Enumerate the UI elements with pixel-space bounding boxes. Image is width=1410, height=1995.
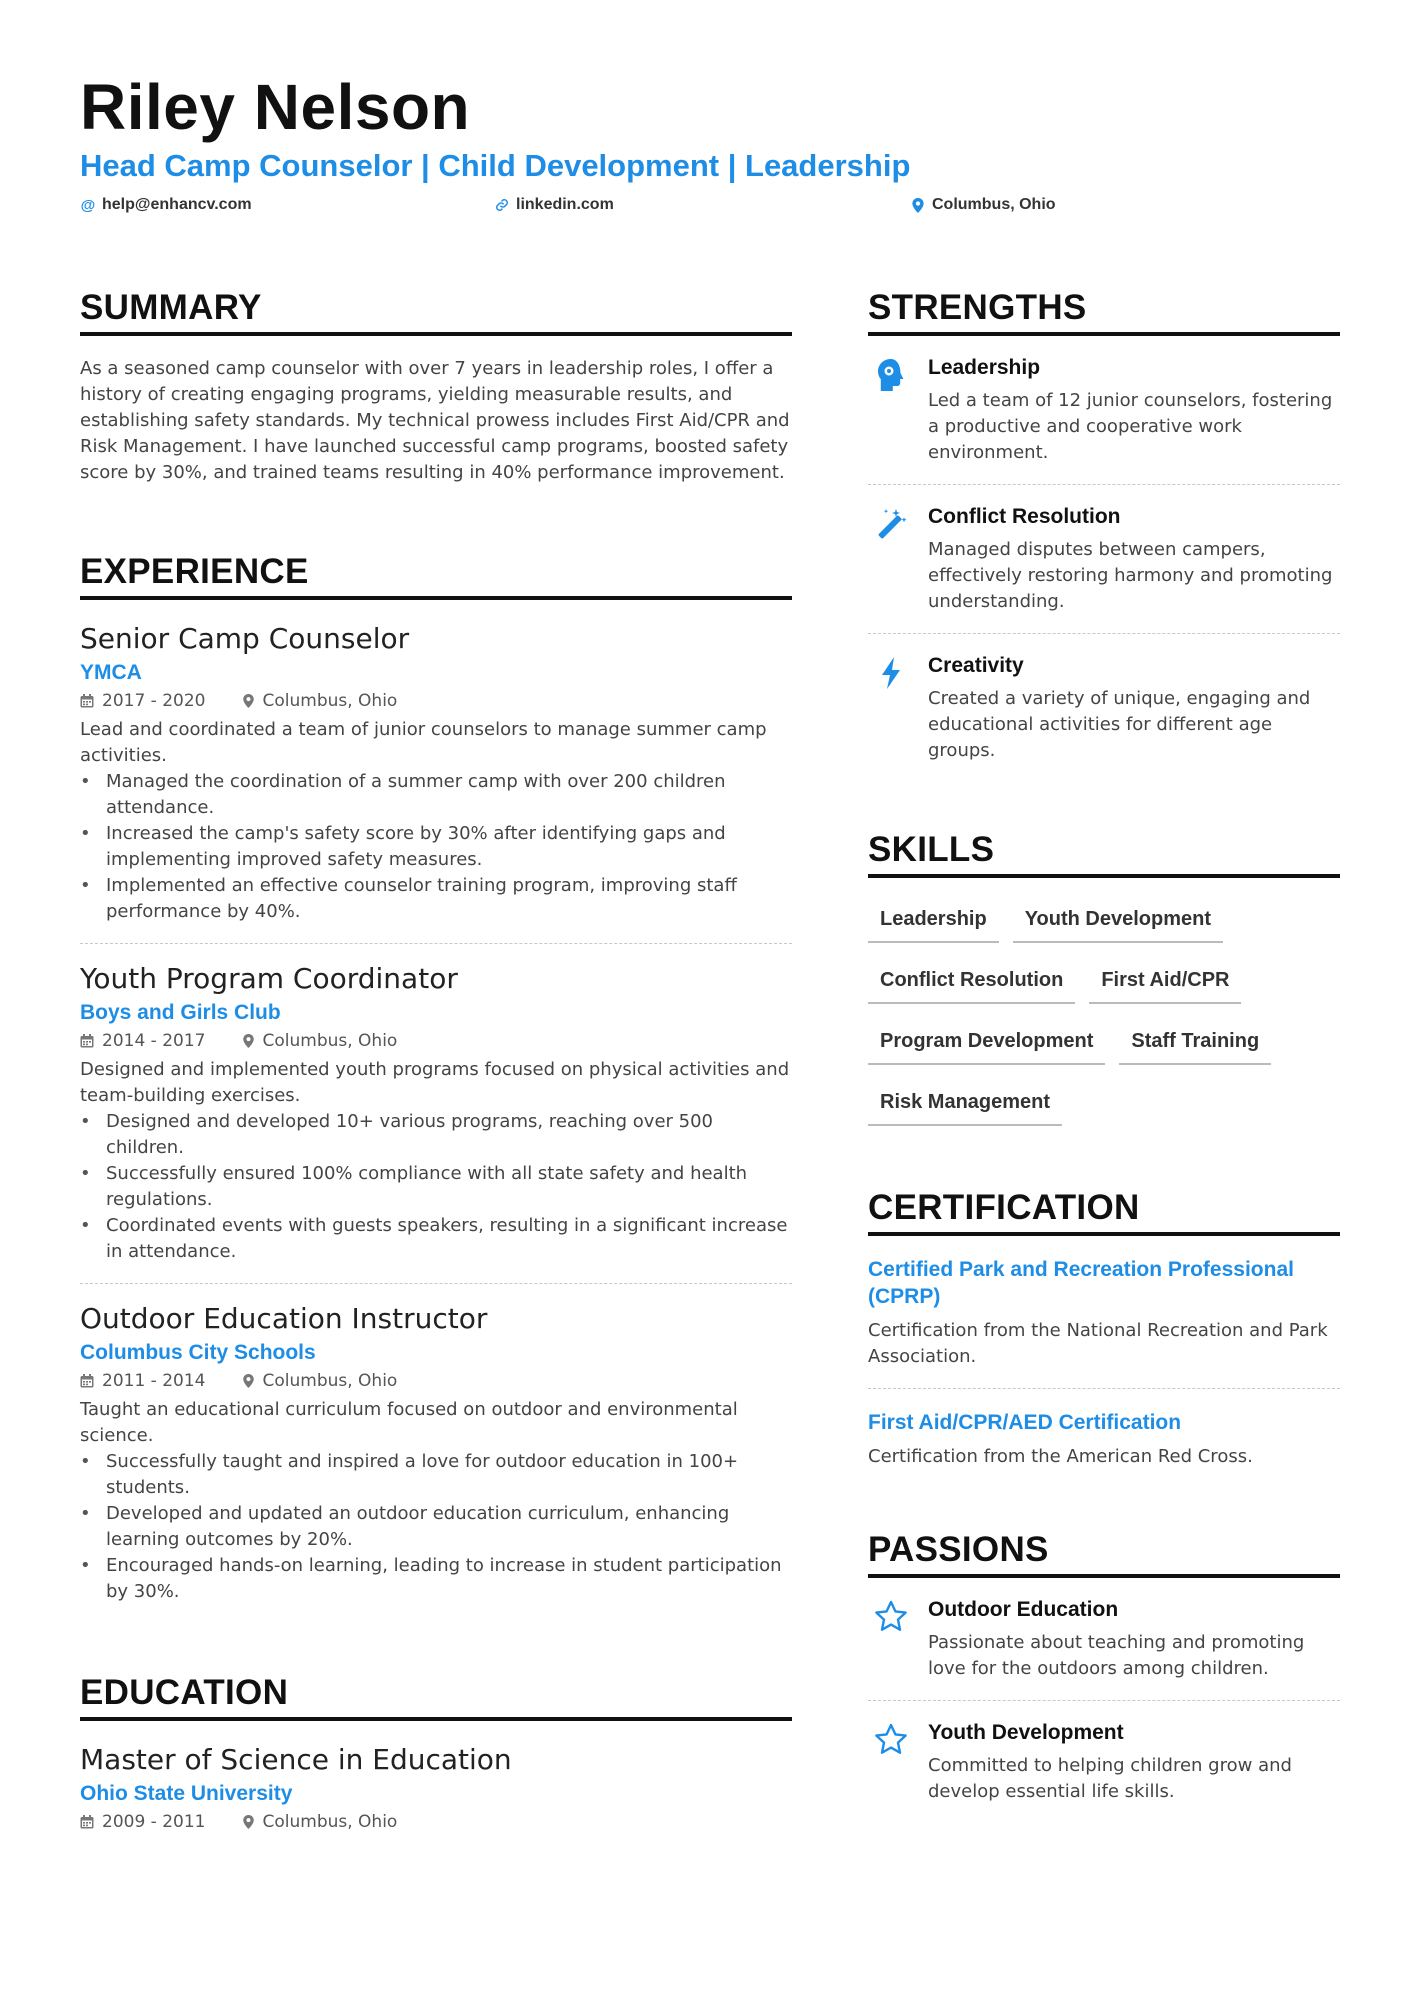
strength-text: Managed disputes between campers, effectively restoring harmony and promoting understanding. bbox=[928, 539, 1333, 612]
strength-item bbox=[868, 336, 1340, 485]
location-pin-icon bbox=[243, 1034, 254, 1048]
skill-tag: Risk Management bbox=[868, 1079, 1062, 1126]
job-dates: 2017 - 2020 bbox=[102, 691, 206, 711]
calendar-icon bbox=[80, 1815, 94, 1829]
job-entry bbox=[80, 1284, 792, 1623]
skills-heading: SKILLS bbox=[868, 830, 1340, 878]
skill-tag: Conflict Resolution bbox=[868, 957, 1075, 1004]
passion-content bbox=[928, 1598, 1340, 1682]
job-dates: 2014 - 2017 bbox=[102, 1031, 206, 1051]
strength-item bbox=[868, 485, 1340, 634]
location-text: Columbus, Ohio bbox=[932, 196, 1056, 213]
passion-title: Youth Development bbox=[928, 1721, 1124, 1744]
certification-title[interactable]: Certified Park and Recreation Professional (CPRP) bbox=[868, 1258, 1294, 1308]
job-company[interactable]: Columbus City Schools bbox=[80, 1341, 316, 1364]
strength-content bbox=[928, 654, 1340, 764]
email-text: help@enhancv.com bbox=[102, 196, 252, 213]
location-pin-icon bbox=[243, 694, 254, 708]
link-icon bbox=[494, 198, 510, 212]
strength-content bbox=[928, 356, 1340, 466]
candidate-headline: Head Camp Counselor | Child Development | Leadership bbox=[80, 148, 911, 183]
star-icon bbox=[868, 1721, 914, 1805]
bullet-item: • Designed and developed 10+ various programs, reaching over 500 children. bbox=[80, 1109, 792, 1161]
certification-section bbox=[868, 1188, 1340, 1488]
strength-item bbox=[868, 634, 1340, 782]
job-dates: 2011 - 2014 bbox=[102, 1371, 206, 1391]
job-description: Taught an educational curriculum focused on outdoor and environmental science. bbox=[80, 1399, 738, 1446]
location-pin-icon bbox=[243, 1815, 254, 1829]
job-description: Lead and coordinated a team of junior counselors to manage summer camp activities. bbox=[80, 719, 767, 766]
job-location: Columbus, Ohio bbox=[262, 691, 398, 711]
contact-email[interactable] bbox=[80, 196, 252, 214]
passion-title: Outdoor Education bbox=[928, 1598, 1119, 1621]
strengths-section bbox=[868, 288, 1340, 782]
summary-heading: SUMMARY bbox=[80, 288, 792, 336]
strength-title: Creativity bbox=[928, 654, 1024, 677]
skills-list bbox=[868, 878, 1340, 1140]
experience-section bbox=[80, 552, 792, 1623]
skill-tag: Program Development bbox=[868, 1018, 1105, 1065]
bullet-item: • Developed and updated an outdoor education curriculum, enhancing learning outcomes by 20%. bbox=[80, 1501, 792, 1553]
education-location: Columbus, Ohio bbox=[262, 1812, 398, 1832]
summary-section bbox=[80, 288, 792, 486]
certification-title[interactable]: First Aid/CPR/AED Certification bbox=[868, 1411, 1182, 1434]
job-location: Columbus, Ohio bbox=[262, 1371, 398, 1391]
education-meta bbox=[80, 1812, 792, 1832]
lightning-icon bbox=[868, 654, 914, 764]
education-entry bbox=[80, 1721, 792, 1856]
strength-title: Conflict Resolution bbox=[928, 505, 1121, 528]
job-meta bbox=[80, 1031, 792, 1051]
education-heading: EDUCATION bbox=[80, 1673, 792, 1721]
degree-title: Master of Science in Education bbox=[80, 1743, 512, 1776]
certification-text: Certification from the National Recreation and Park Association. bbox=[868, 1320, 1328, 1367]
education-dates: 2009 - 2011 bbox=[102, 1812, 206, 1832]
strength-content bbox=[928, 505, 1340, 615]
skills-section bbox=[868, 830, 1340, 1140]
certification-item bbox=[868, 1236, 1340, 1389]
strength-title: Leadership bbox=[928, 356, 1041, 379]
experience-heading: EXPERIENCE bbox=[80, 552, 792, 600]
skill-tag: Leadership bbox=[868, 896, 999, 943]
job-title: Youth Program Coordinator bbox=[80, 962, 458, 995]
bullet-item: • Successfully ensured 100% compliance with all state safety and health regulations. bbox=[80, 1161, 792, 1213]
job-bullets bbox=[80, 769, 792, 925]
skill-tag: Staff Training bbox=[1119, 1018, 1271, 1065]
job-company[interactable]: YMCA bbox=[80, 661, 142, 684]
strength-text: Created a variety of unique, engaging and educational activities for different age groups. bbox=[928, 688, 1311, 761]
job-entry bbox=[80, 600, 792, 944]
location-pin-icon bbox=[243, 1374, 254, 1388]
job-location: Columbus, Ohio bbox=[262, 1031, 398, 1051]
certification-heading: CERTIFICATION bbox=[868, 1188, 1340, 1236]
star-icon bbox=[868, 1598, 914, 1682]
strengths-heading: STRENGTHS bbox=[868, 288, 1340, 336]
job-bullets bbox=[80, 1109, 792, 1265]
passion-content bbox=[928, 1721, 1340, 1805]
bullet-item: • Coordinated events with guests speakers, resulting in a significant increase in attendance. bbox=[80, 1213, 792, 1265]
left-column bbox=[80, 288, 792, 1856]
calendar-icon bbox=[80, 1374, 94, 1388]
candidate-name: Riley Nelson bbox=[80, 71, 471, 143]
bullet-item: • Encouraged hands-on learning, leading to increase in student participation by 30%. bbox=[80, 1553, 792, 1605]
certification-item bbox=[868, 1389, 1340, 1488]
bullet-item: • Managed the coordination of a summer camp with over 200 children attendance. bbox=[80, 769, 792, 821]
passion-text: Passionate about teaching and promoting love for the outdoors among children. bbox=[928, 1632, 1305, 1679]
calendar-icon bbox=[80, 694, 94, 708]
skill-tag: First Aid/CPR bbox=[1089, 957, 1241, 1004]
right-column bbox=[868, 288, 1340, 1823]
school-name[interactable]: Ohio State University bbox=[80, 1782, 293, 1805]
at-icon: @ bbox=[80, 196, 96, 214]
summary-text: As a seasoned camp counselor with over 7 years in leadership roles, I offer a history of creating engaging programs, yielding measurable results, and establishing safety standards. My technical prowess includes First Aid/CPR and Risk Management. I have launched successful camp programs, boosted safety score by 30%, and trained teams resulting in 40% performance improvement. bbox=[80, 358, 790, 483]
job-company[interactable]: Boys and Girls Club bbox=[80, 1001, 281, 1024]
job-title: Senior Camp Counselor bbox=[80, 622, 410, 655]
magic-wand-icon bbox=[868, 505, 914, 615]
contact-linkedin[interactable] bbox=[494, 196, 614, 214]
bullet-item: • Increased the camp's safety score by 30% after identifying gaps and implementing improved safety measures. bbox=[80, 821, 792, 873]
job-description: Designed and implemented youth programs focused on physical activities and team-building exercises. bbox=[80, 1059, 790, 1106]
contact-location bbox=[910, 196, 1056, 214]
passions-section bbox=[868, 1530, 1340, 1823]
job-meta bbox=[80, 691, 792, 711]
calendar-icon bbox=[80, 1034, 94, 1048]
certification-text: Certification from the American Red Cross. bbox=[868, 1446, 1253, 1467]
passions-heading: PASSIONS bbox=[868, 1530, 1340, 1578]
bullet-item: • Successfully taught and inspired a love for outdoor education in 100+ students. bbox=[80, 1449, 792, 1501]
passion-text: Committed to helping children grow and develop essential life skills. bbox=[928, 1755, 1292, 1802]
skill-tag: Youth Development bbox=[1013, 896, 1223, 943]
head-icon bbox=[868, 356, 914, 466]
bullet-item: • Implemented an effective counselor training program, improving staff performance by 40%. bbox=[80, 873, 792, 925]
job-title: Outdoor Education Instructor bbox=[80, 1302, 488, 1335]
education-section bbox=[80, 1673, 792, 1856]
linkedin-text: linkedin.com bbox=[516, 196, 614, 213]
job-meta bbox=[80, 1371, 792, 1391]
job-bullets bbox=[80, 1449, 792, 1605]
passion-item bbox=[868, 1701, 1340, 1823]
strength-text: Led a team of 12 junior counselors, fostering a productive and cooperative work environment. bbox=[928, 390, 1333, 463]
job-entry bbox=[80, 944, 792, 1284]
location-pin-icon bbox=[910, 198, 926, 213]
passion-item bbox=[868, 1578, 1340, 1701]
